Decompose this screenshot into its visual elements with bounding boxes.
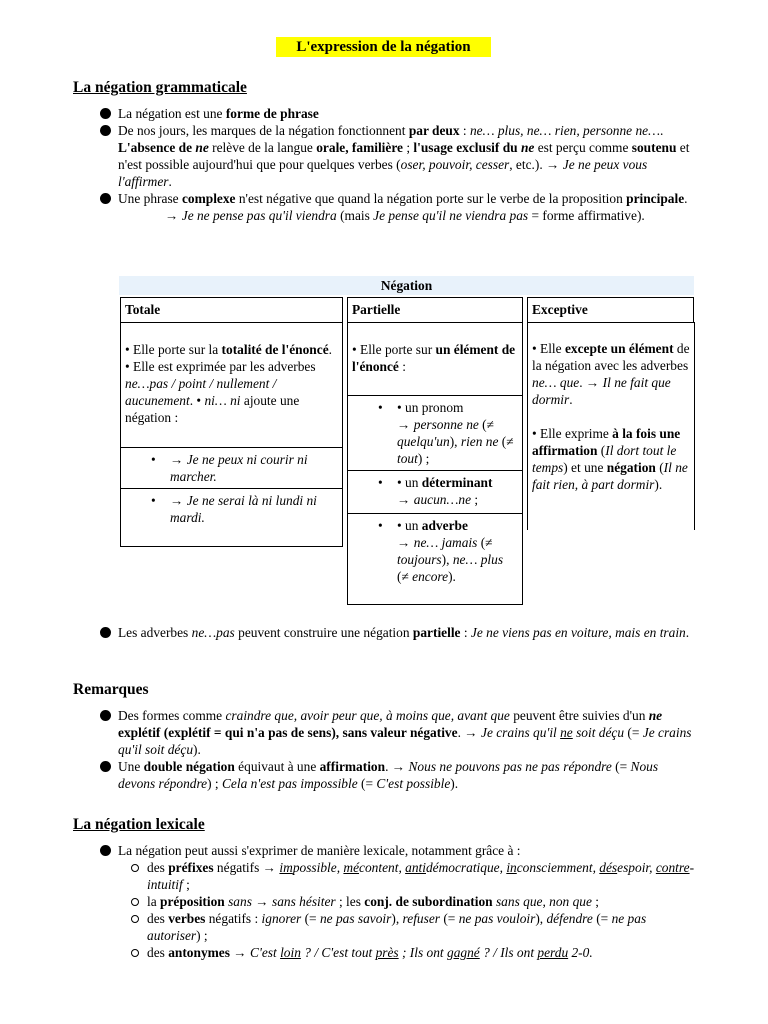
- totale-example-2: • → Je ne serai là ni lundi ni mardi.: [120, 488, 343, 547]
- remarques-list: [100, 707, 695, 792]
- list-item: De nos jours, les marques de la négation fonctionnent par deux : ne… plus, ne… rien, personne ne…. L'absence de ne relève de la langue orale, familière ; l'usage exclusif du ne est perçu comme soutenu et n'est possible aujourd'hui que pour quelques verbes (oser, pouvoir, cesser, etc.). → Je ne peux vous l'affirmer.: [100, 122, 695, 190]
- list-item: Des formes comme craindre que, avoir peur que, à moins que, avant que peuvent être suivies d'un ne explétif (explétif = qui n'a pas de sens), sans valeur négative. → Je crains qu'il ne soit déçu (= Je crains qu'il soit déçu).: [100, 707, 695, 758]
- partielle-determinant: • • un déterminant → aucun…ne ;: [347, 470, 523, 514]
- partielle-description: • Elle porte sur un élément de l'énoncé :: [347, 322, 523, 396]
- partielle-adverbe: • • un adverbe → ne… jamais (≠ toujours), ne… plus (≠ encore).: [347, 513, 523, 605]
- list-item: Une double négation équivaut à une affirmation. → Nous ne pouvons pas ne pas répondre (= Nous devons répondre) ; Cela n'est pas impossible (= C'est possible).: [100, 758, 695, 792]
- section-heading-remarques: Remarques: [73, 681, 149, 698]
- list-item: Une phrase complexe n'est négative que quand la négation porte sur le verbe de la proposition principale. → Je ne pense pas qu'il viendra (mais Je pense qu'il ne viendra pas = forme affirmative).: [100, 190, 695, 224]
- sublist-item: des préfixes négatifs → impossible, mécontent, antidémocratique, inconsciemment, désespoir, contre-intuitif ;: [118, 859, 695, 893]
- list-item: La négation peut aussi s'exprimer de manière lexicale, notamment grâce à : des préfixes négatifs → impossible, mécontent, antidémocratique, inconsciemment, désespoir, contre-intuitif ; la préposition sans → sans hésiter ; les conj. de subordination sans que, non que ; des verbes négatifs : ignorer (= ne pas savoir), refuser (= ne pas vouloir), défendre (= ne pas autoriser) ; des antonymes → C'est loin ? / C'est tout près ; Ils ont gagné ? / Ils ont perdu 2-0.: [100, 842, 695, 961]
- column-head-exceptive: Exceptive: [527, 297, 694, 323]
- sublist-item: la préposition sans → sans hésiter ; les conj. de subordination sans que, non que ;: [118, 893, 695, 910]
- list-item: La négation est une forme de phrase: [100, 105, 695, 122]
- section-heading-grammaticale: La négation grammaticale: [73, 79, 247, 96]
- totale-description: • Elle porte sur la totalité de l'énoncé. • Elle est exprimée par les adverbes ne…pas / point / nullement / aucunement. • ni… ni ajoute une négation :: [120, 322, 343, 448]
- grammaticale-list: [100, 105, 695, 224]
- after-table-list: [100, 624, 695, 641]
- exceptive-right-border: [693, 322, 695, 530]
- exceptive-description: • Elle excepte un élément de la négation avec les adverbes ne… que. → Il ne fait que dormir. • Elle exprime à la fois une affirmation (Il dort tout le temps) et une négation (Il ne fait rien, à part dormir).: [527, 322, 694, 530]
- column-head-totale: Totale: [120, 297, 343, 323]
- list-item: Les adverbes ne…pas peuvent construire une négation partielle : Je ne viens pas en voiture, mais en train.: [100, 624, 695, 641]
- table-header-negation: Négation: [119, 276, 694, 295]
- document-title: L'expression de la négation: [276, 37, 491, 57]
- lexicale-list: [100, 842, 695, 961]
- sublist-item: des verbes négatifs : ignorer (= ne pas savoir), refuser (= ne pas vouloir), défendre (= ne pas autoriser) ;: [118, 910, 695, 944]
- sublist-item: des antonymes → C'est loin ? / C'est tout près ; Ils ont gagné ? / Ils ont perdu 2-0.: [118, 944, 695, 961]
- partielle-pronom: • • un pronom → personne ne (≠ quelqu'un), rien ne (≠ tout) ;: [347, 395, 523, 471]
- totale-example-1: • → Je ne peux ni courir ni marcher.: [120, 447, 343, 489]
- column-head-partielle: Partielle: [347, 297, 523, 323]
- section-heading-lexicale: La négation lexicale: [73, 816, 205, 833]
- lexicale-sublist: [118, 859, 695, 961]
